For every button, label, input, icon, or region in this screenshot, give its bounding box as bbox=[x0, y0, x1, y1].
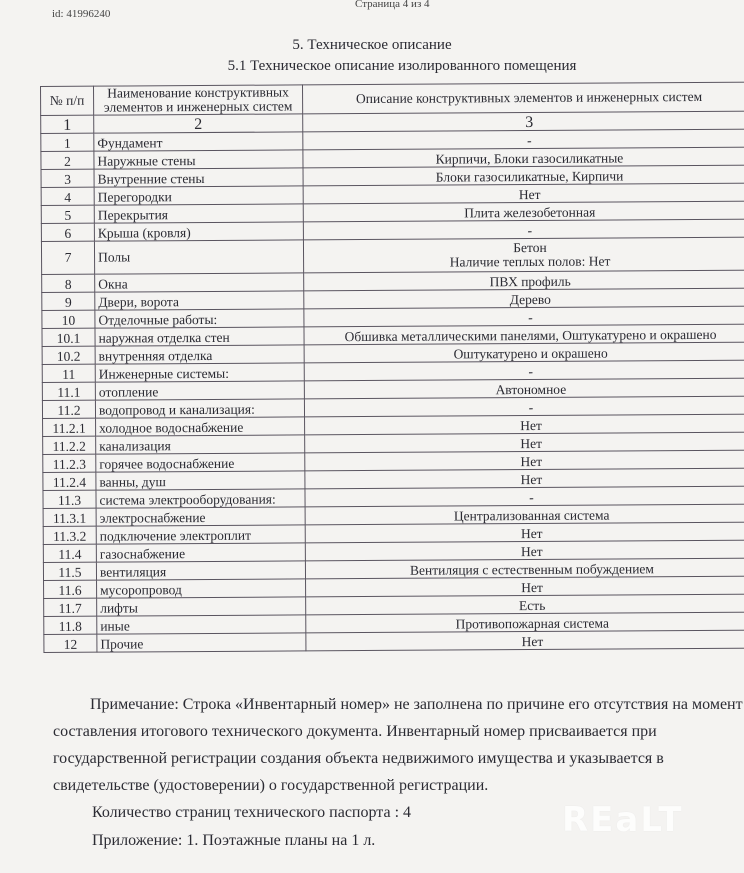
row-description: Нет bbox=[305, 522, 744, 543]
row-number: 11.3.2 bbox=[43, 526, 96, 544]
row-number: 7 bbox=[41, 241, 94, 274]
row-description: - bbox=[303, 219, 744, 240]
table-row bbox=[44, 630, 744, 652]
row-description: Противопожарная система bbox=[306, 612, 744, 633]
row-number: 11.2.3 bbox=[43, 454, 96, 472]
row-name: ванны, душ bbox=[96, 471, 305, 490]
row-number: 11.7 bbox=[44, 598, 97, 616]
row-description: ПВХ профиль bbox=[304, 270, 744, 291]
row-name: Фундамент bbox=[94, 132, 303, 151]
row-description: Плита железобетонная bbox=[303, 201, 744, 222]
row-description: Вентиляция с естественным побуждением bbox=[305, 558, 744, 579]
row-number: 11.2 bbox=[42, 400, 95, 418]
row-number: 11 bbox=[42, 364, 95, 382]
row-name: иные bbox=[97, 615, 306, 634]
row-description: Блоки газосиликатные, Кирпичи bbox=[303, 165, 744, 186]
row-name: Перегородки bbox=[94, 186, 303, 205]
table-header-row bbox=[41, 82, 744, 115]
technical-description-table bbox=[40, 82, 744, 653]
row-description: Нет bbox=[306, 576, 744, 597]
row-number: 10 bbox=[42, 310, 95, 328]
row-name: водопровод и канализация: bbox=[95, 399, 304, 418]
row-name: отопление bbox=[95, 381, 304, 400]
document-id: id: 41996240 bbox=[52, 8, 111, 20]
note-line: свидетельстве (удостоверении) о государственной регистрации. bbox=[53, 777, 489, 794]
row-number: 4 bbox=[41, 187, 94, 205]
page-number: Страница 4 из 4 bbox=[355, 0, 430, 10]
row-description: Обшивка металлическими панелями, Оштукатурено и окрашено bbox=[304, 324, 744, 345]
row-number: 2 bbox=[41, 151, 94, 169]
page-count: Количество страниц технического паспорта : 4 bbox=[92, 804, 412, 821]
note-line: составления итогового технического документа. Инвентарный номер присваивается при bbox=[53, 723, 657, 740]
realt-watermark: REaLT bbox=[562, 800, 684, 840]
row-name: система электрооборудования: bbox=[96, 489, 305, 508]
header-number: № п/п bbox=[41, 86, 94, 115]
header-element-name: Наименование конструктивных элементов и инженерных систем bbox=[94, 85, 303, 115]
row-number: 11.5 bbox=[43, 562, 96, 580]
row-name: холодное водоснабжение bbox=[96, 417, 305, 436]
row-description: - bbox=[304, 306, 744, 327]
row-number: 11.4 bbox=[43, 544, 96, 562]
note-line: государственной регистрации создания объекта недвижимого имущества и указывается в bbox=[53, 750, 664, 767]
row-name: канализация bbox=[96, 435, 305, 454]
note-line: Примечание: Строка «Инвентарный номер» не заполнена по причине его отсутствия на момент bbox=[90, 696, 743, 713]
heated-floors: Наличие теплых полов: Нет bbox=[449, 253, 611, 270]
row-name: внутренняя отделка bbox=[95, 345, 304, 364]
row-number: 10.1 bbox=[42, 328, 95, 346]
row-description: - bbox=[304, 396, 744, 417]
row-number: 8 bbox=[42, 274, 95, 292]
row-name: Окна bbox=[95, 273, 304, 292]
column-number: 3 bbox=[303, 111, 744, 132]
row-description: Централизованная система bbox=[305, 504, 744, 525]
row-description: Кирпичи, Блоки газосиликатные bbox=[303, 147, 744, 168]
row-number: 3 bbox=[41, 169, 94, 187]
row-name: вентиляция bbox=[96, 561, 305, 580]
row-number: 11.3.1 bbox=[43, 508, 96, 526]
row-number: 10.2 bbox=[42, 346, 95, 364]
row-number: 11.2.1 bbox=[43, 418, 96, 436]
row-number: 11.2.4 bbox=[43, 472, 96, 490]
row-description: - bbox=[305, 486, 744, 507]
column-number: 2 bbox=[94, 114, 303, 133]
row-number: 11.1 bbox=[42, 382, 95, 400]
row-number: 6 bbox=[41, 223, 94, 241]
section-title: 5. Техническое описание bbox=[292, 37, 452, 53]
row-name: электроснабжение bbox=[96, 507, 305, 526]
row-name: наружная отделка стен bbox=[95, 327, 304, 346]
floor-material: Бетон bbox=[513, 239, 547, 256]
row-name: мусоропровод bbox=[97, 579, 306, 598]
row-description: Дерево bbox=[304, 288, 744, 309]
row-description: Оштукатурено и окрашено bbox=[304, 342, 744, 363]
row-number: 11.8 bbox=[44, 616, 97, 634]
row-number: 5 bbox=[41, 205, 94, 223]
row-number: 11.6 bbox=[44, 580, 97, 598]
row-description: Нет bbox=[305, 468, 744, 489]
row-name: Перекрытия bbox=[94, 204, 303, 223]
row-name: Внутренние стены bbox=[94, 168, 303, 187]
row-number: 12 bbox=[44, 634, 97, 652]
row-name: Двери, ворота bbox=[95, 291, 304, 310]
row-name: Наружные стены bbox=[94, 150, 303, 169]
subsection-title: 5.1 Техническое описание изолированного помещения bbox=[227, 58, 577, 74]
row-description: - bbox=[303, 129, 744, 150]
row-number: 11.3 bbox=[43, 490, 96, 508]
row-name: подключение электроплит bbox=[96, 525, 305, 544]
note-paragraph bbox=[53, 691, 744, 799]
row-description: Есть bbox=[306, 594, 744, 615]
row-name: Инженерные системы: bbox=[95, 363, 304, 382]
appendix: Приложение: 1. Поэтажные планы на 1 л. bbox=[92, 832, 376, 849]
row-name: лифты bbox=[97, 597, 306, 616]
row-name: Полы bbox=[94, 240, 303, 274]
row-description: Нет bbox=[303, 183, 744, 204]
row-name: газоснабжение bbox=[96, 543, 305, 562]
row-number: 1 bbox=[41, 133, 94, 151]
table-row bbox=[41, 237, 744, 274]
row-name: Прочие bbox=[97, 633, 306, 652]
row-description: Нет bbox=[305, 414, 744, 435]
row-number: 9 bbox=[42, 292, 95, 310]
column-number: 1 bbox=[41, 115, 94, 133]
row-description: Нет bbox=[305, 432, 744, 453]
row-description bbox=[303, 237, 744, 273]
row-number: 11.2.2 bbox=[43, 436, 96, 454]
row-name: Отделочные работы: bbox=[95, 309, 304, 328]
row-description: Нет bbox=[305, 450, 744, 471]
row-description: Автономное bbox=[304, 378, 744, 399]
row-name: горячее водоснабжение bbox=[96, 453, 305, 472]
row-description: Нет bbox=[305, 540, 744, 561]
header-description: Описание конструктивных элементов и инженерных систем bbox=[302, 82, 744, 114]
row-description: - bbox=[304, 360, 744, 381]
row-name: Крыша (кровля) bbox=[94, 222, 303, 241]
row-description: Нет bbox=[306, 630, 744, 651]
